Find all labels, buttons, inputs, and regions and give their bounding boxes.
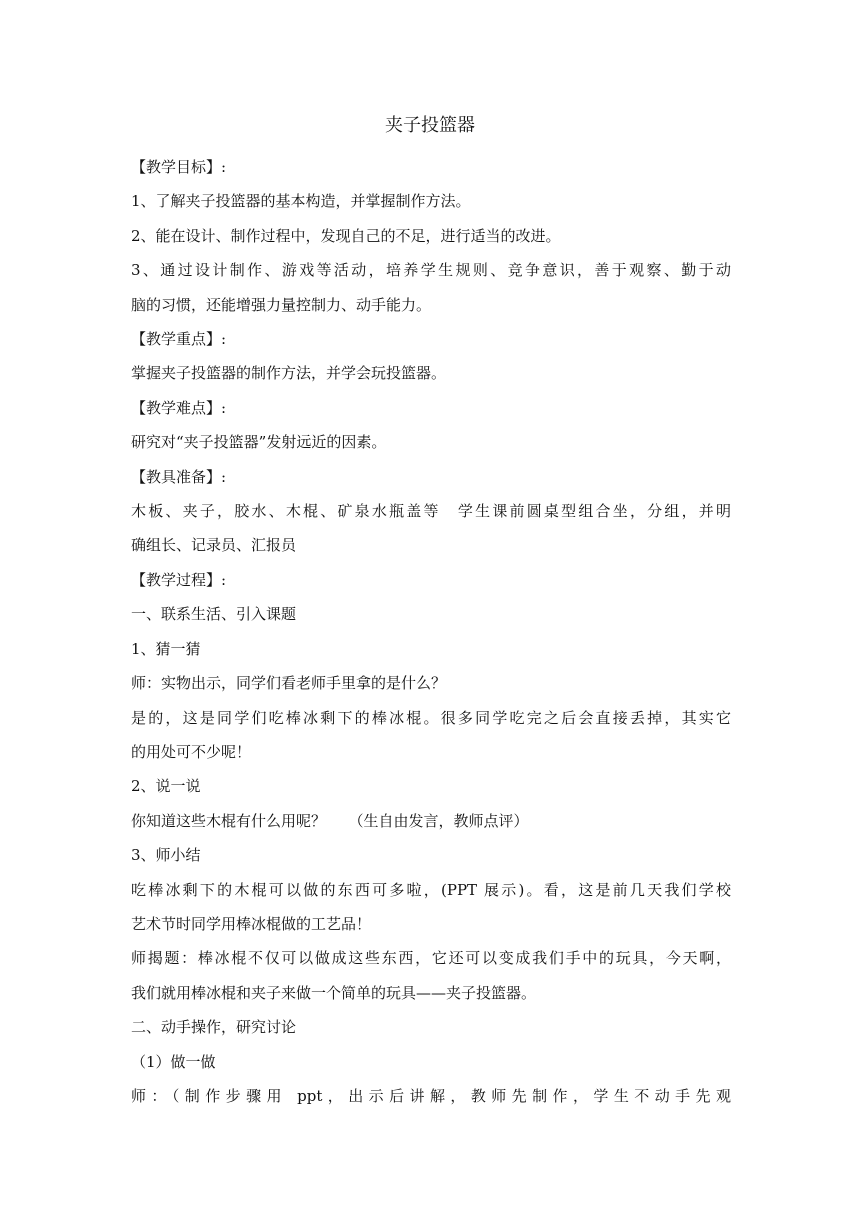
objective-item-3-line-1: 3、通过设计制作、游戏等活动，培养学生规则、竞争意识，善于观察、勤于动: [131, 261, 731, 280]
document-title: 夹子投篮器: [385, 115, 475, 136]
reveal-topic-line-2: 我们就用棒冰棍和夹子来做一个简单的玩具——夹子投篮器。: [131, 983, 537, 1002]
step-say-question: 你知道这些木棍有什么用呢？ （生自由发言，教师点评）: [131, 811, 529, 830]
process-part-1-heading: 一、联系生活、引入课题: [131, 605, 297, 624]
section-heading-key-points: 【教学重点】:: [131, 330, 227, 349]
section-heading-process: 【教学过程】:: [131, 570, 227, 589]
reveal-topic-line-1: 师揭题：棒冰棍不仅可以做成这些东西，它还可以变成我们手中的玩具，今天啊，: [131, 949, 731, 968]
step-make-teacher-line: 师：（制作步骤用 ppt，出示后讲解，教师先制作，学生不动手先观: [131, 1086, 731, 1105]
step-summary-heading: 3、师小结: [131, 846, 201, 865]
step-say-heading: 2、说一说: [131, 777, 201, 796]
objective-item-1: 1、了解夹子投篮器的基本构造，并掌握制作方法。: [131, 192, 471, 211]
objective-item-3-line-2: 脑的习惯，还能增强力量控制力、动手能力。: [131, 295, 432, 314]
document-body: [131, 150, 731, 1113]
section-heading-materials: 【教具准备】:: [131, 467, 227, 486]
step-guess-answer-line-1: 是的，这是同学们吃棒冰剩下的棒冰棍。很多同学吃完之后会直接丢掉，其实它: [131, 708, 731, 727]
step-summary-text-line-2: 艺术节时同学用棒冰棍做的工艺品！: [131, 914, 372, 933]
difficulties-text: 研究对“夹子投篮器”发射远近的因素。: [131, 433, 387, 452]
materials-text-line-2: 确组长、记录员、汇报员: [131, 536, 297, 555]
step-make-heading: （1）做一做: [131, 1052, 216, 1071]
process-part-2-heading: 二、动手操作，研究讨论: [131, 1018, 297, 1037]
section-heading-difficulties: 【教学难点】:: [131, 398, 227, 417]
step-guess-answer-line-2: 的用处可不少呢！: [131, 742, 252, 761]
step-guess-heading: 1、猜一猜: [131, 639, 201, 658]
step-summary-text-line-1: 吃棒冰剩下的木棍可以做的东西可多啦，(PPT 展示)。看，这是前几天我们学校: [131, 880, 731, 899]
step-guess-teacher-line: 师：实物出示，同学们看老师手里拿的是什么？: [131, 674, 447, 693]
key-points-text: 掌握夹子投篮器的制作方法，并学会玩投篮器。: [131, 364, 447, 383]
materials-text-line-1: 木板、夹子，胶水、木棍、矿泉水瓶盖等 学生课前圆桌型组合坐，分组，并明: [131, 502, 731, 521]
objective-item-2: 2、能在设计、制作过程中，发现自己的不足，进行适当的改进。: [131, 226, 561, 245]
section-heading-objectives: 【教学目标】:: [131, 158, 227, 176]
